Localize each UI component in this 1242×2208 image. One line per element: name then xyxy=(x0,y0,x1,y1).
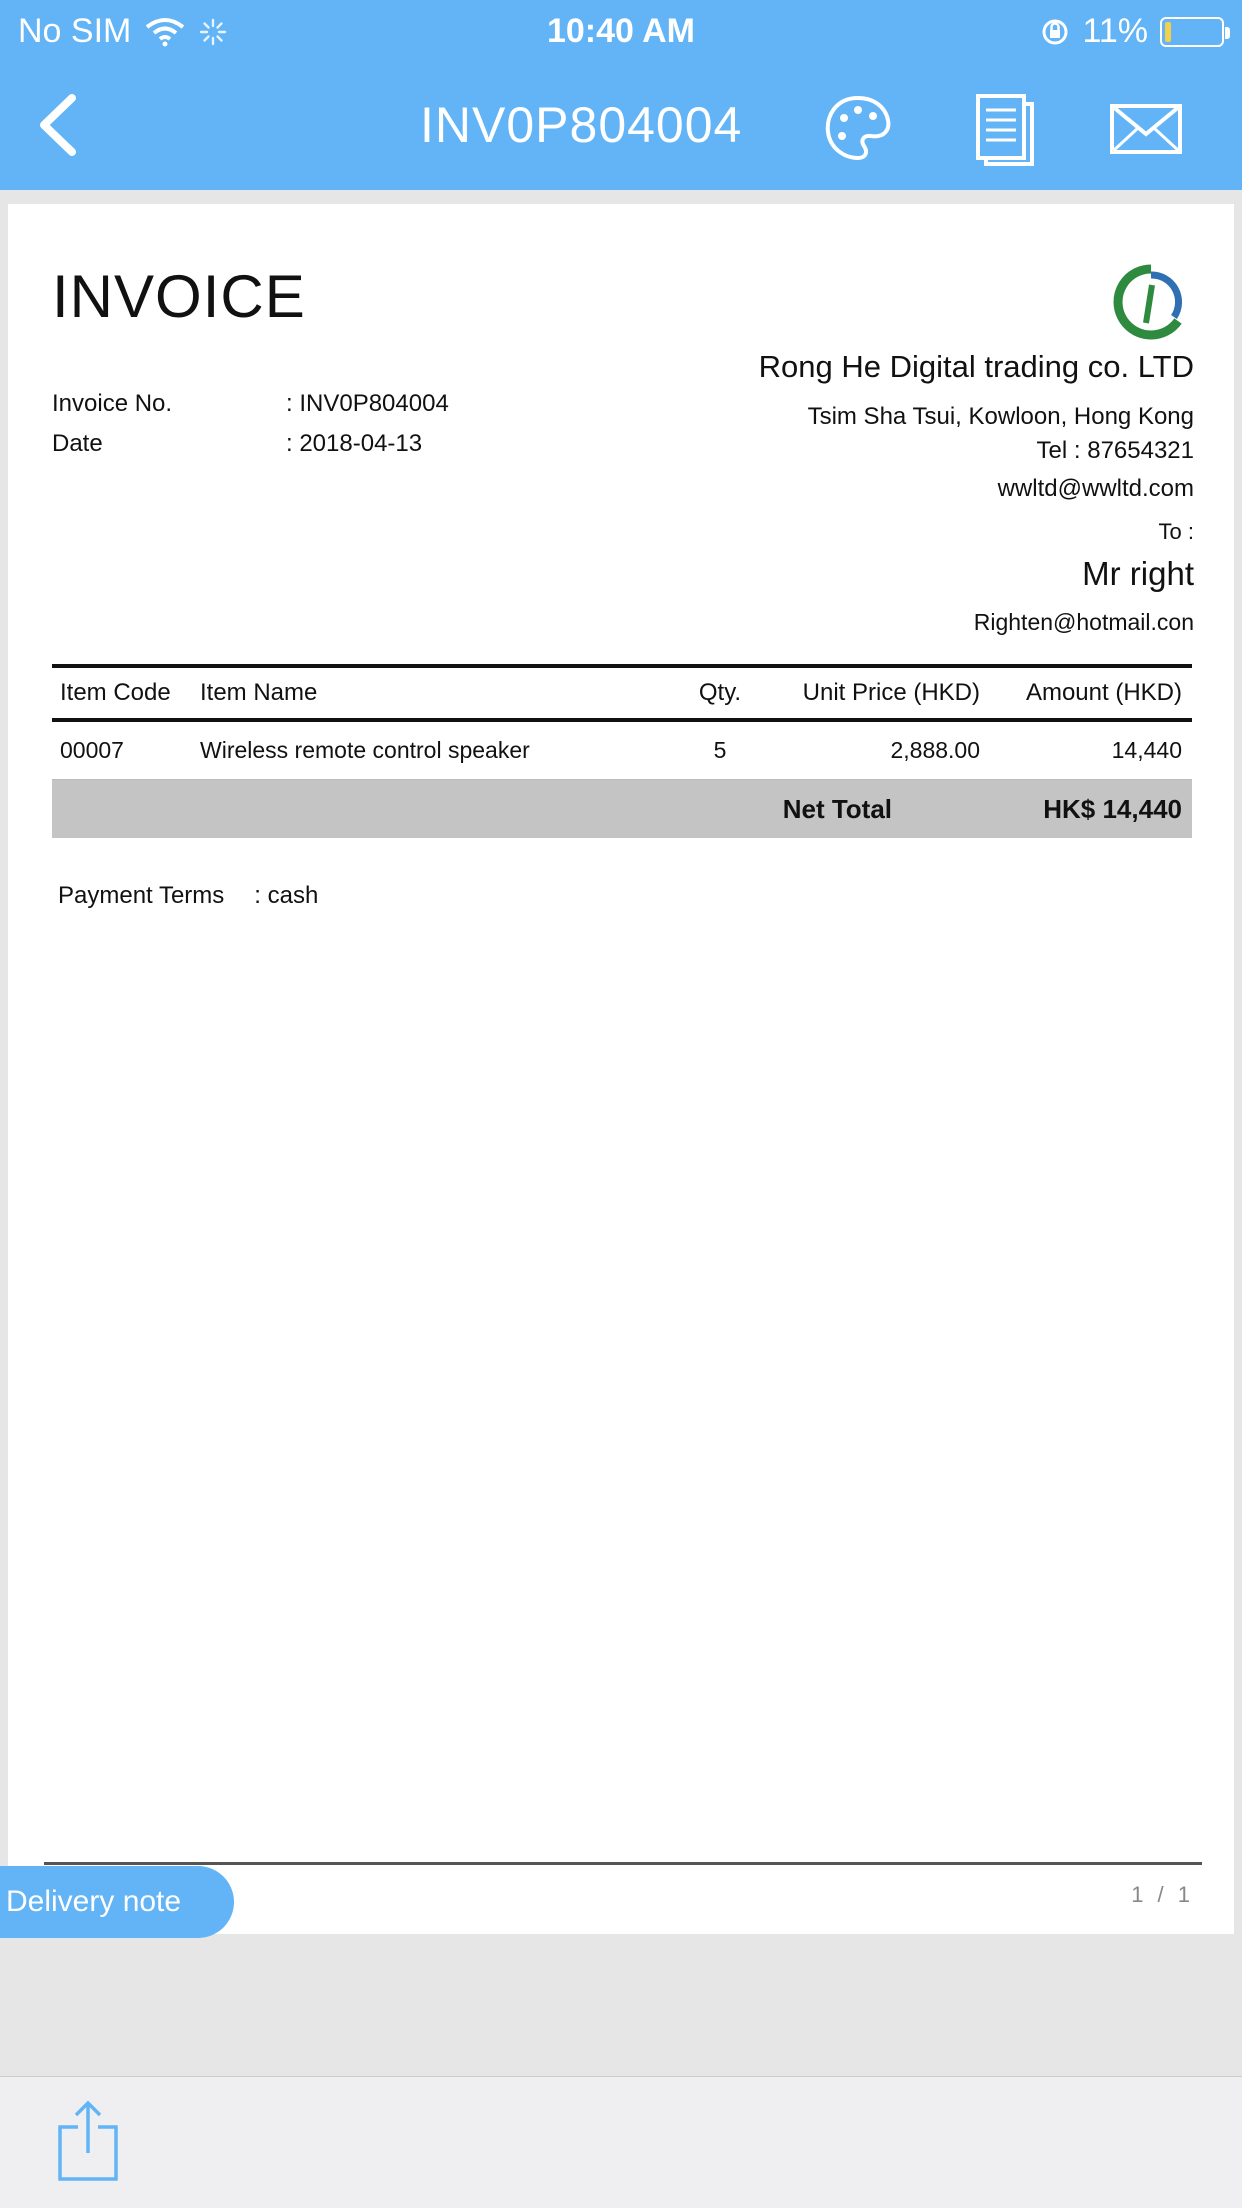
meta-row-date xyxy=(52,424,449,464)
cell-item-code: 00007 xyxy=(60,737,124,763)
header-qty: Qty. xyxy=(698,679,742,706)
to-label: To : xyxy=(1158,519,1194,544)
meta-label: Invoice No. xyxy=(52,390,173,417)
bottom-toolbar xyxy=(0,2076,1242,2208)
battery-fill xyxy=(1165,22,1171,42)
invoice-heading: INVOICE xyxy=(52,263,306,330)
palette-icon[interactable] xyxy=(818,88,898,168)
company-tel: Tel : 87654321 xyxy=(1036,437,1194,464)
battery-percent: 11% xyxy=(1082,12,1148,50)
cell-unit-price: 2,888.00 xyxy=(890,737,980,763)
header-item-name: Item Name xyxy=(200,679,318,706)
meta-value: : INV0P804004 xyxy=(286,390,449,417)
status-bar xyxy=(0,0,1242,62)
payment-terms-value: : cash xyxy=(254,882,319,909)
invoice-sheet xyxy=(8,204,1234,1934)
company-name: Rong He Digital trading co. LTD xyxy=(758,349,1194,384)
page-footer-divider xyxy=(44,1862,1202,1865)
back-chevron-icon[interactable] xyxy=(30,90,90,160)
page-count: 1 / 1 xyxy=(1131,1882,1194,1907)
top-bar xyxy=(0,0,1242,190)
nav-title: INV0P804004 xyxy=(420,97,743,153)
company-email: wwltd@wwltd.com xyxy=(997,475,1194,502)
net-total-row xyxy=(52,780,1192,838)
meta-row-invoice-no xyxy=(52,384,449,424)
rotation-lock-icon xyxy=(1040,17,1070,47)
header-item-code: Item Code xyxy=(60,679,171,706)
table-row xyxy=(52,722,1192,780)
invoice-meta xyxy=(52,384,449,464)
company-info xyxy=(759,349,1194,503)
battery-icon xyxy=(1160,17,1224,47)
header-amount: Amount (HKD) xyxy=(1025,679,1182,706)
delivery-note-button[interactable]: Delivery note xyxy=(0,1866,234,1938)
recipient-name: Mr right xyxy=(1082,555,1194,592)
table-header xyxy=(52,664,1192,722)
mail-icon[interactable] xyxy=(1106,88,1186,168)
header-unit-price: Unit Price (HKD) xyxy=(802,679,980,706)
nav-bar xyxy=(0,62,1242,190)
payment-terms-label: Payment Terms xyxy=(58,882,225,909)
recipient-info xyxy=(974,519,1194,636)
net-total-value: HK$ 14,440 xyxy=(1043,793,1182,824)
cell-item-name: Wireless remote control speaker xyxy=(200,737,530,763)
carrier-label: No SIM xyxy=(18,12,132,50)
meta-value: : 2018-04-13 xyxy=(286,430,423,457)
recipient-email: Righten@hotmail.con xyxy=(973,609,1194,635)
items-table xyxy=(52,664,1192,838)
net-total-label: Net Total xyxy=(782,793,892,824)
meta-label: Date xyxy=(52,430,103,457)
clock: 10:40 AM xyxy=(546,12,696,50)
share-icon[interactable] xyxy=(54,2099,122,2183)
payment-terms xyxy=(58,882,318,910)
cell-qty: 5 xyxy=(713,737,727,763)
company-logo-icon xyxy=(1108,259,1194,345)
company-address: Tsim Sha Tsui, Kowloon, Hong Kong xyxy=(807,403,1194,430)
document-icon[interactable] xyxy=(962,88,1042,168)
cell-amount: 14,440 xyxy=(1111,737,1182,763)
